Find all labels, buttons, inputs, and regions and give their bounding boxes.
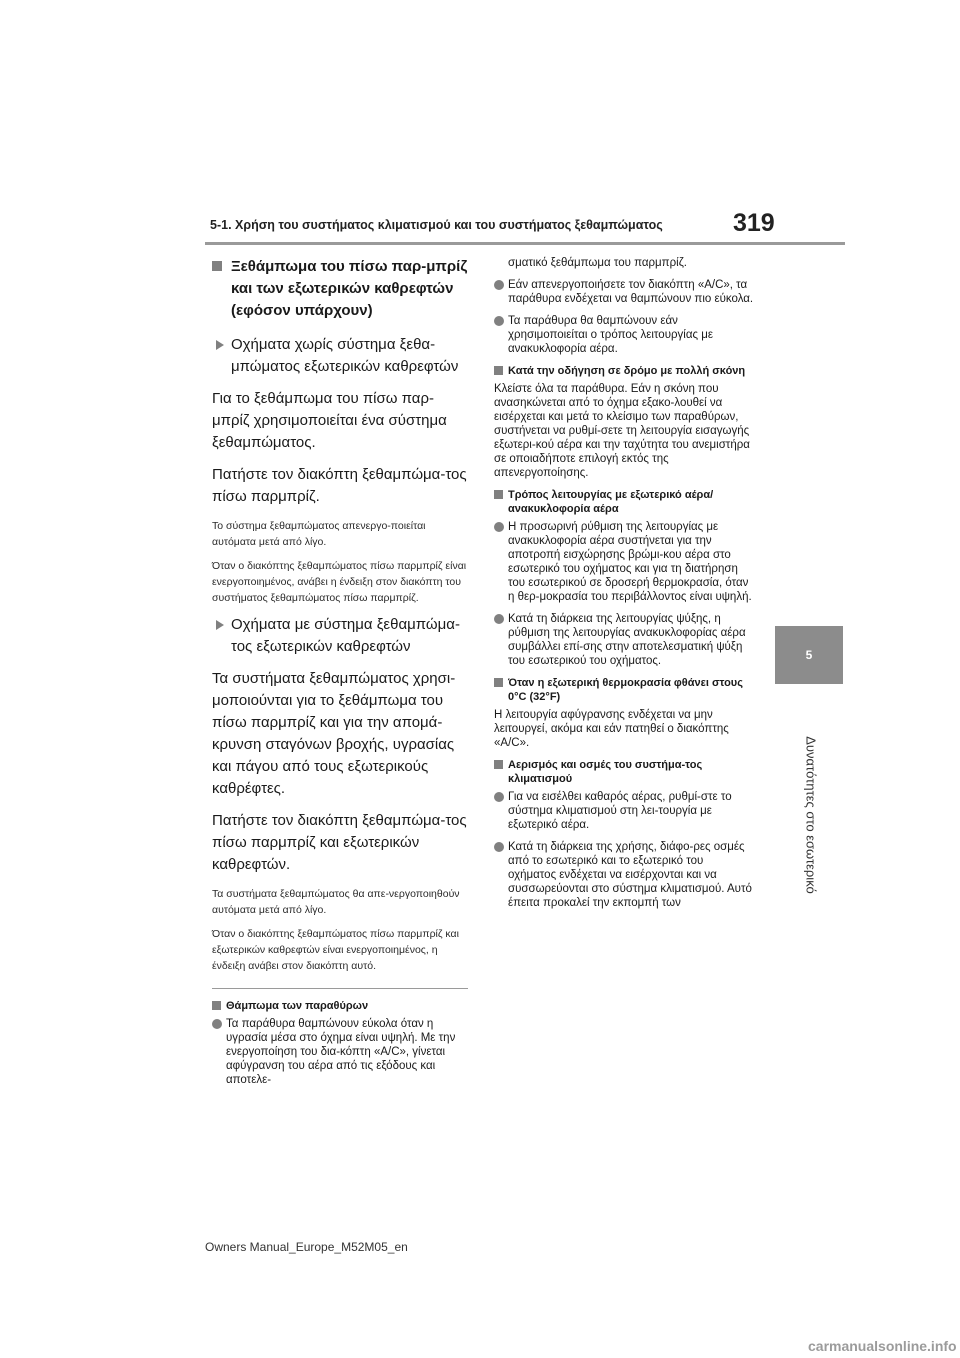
square-bullet-icon (212, 261, 222, 271)
list-item (494, 314, 754, 356)
circle-bullet-icon (212, 1019, 222, 1029)
section-ventilation-odors (494, 758, 754, 786)
list-item (494, 520, 754, 604)
square-bullet-icon (494, 760, 503, 769)
footer-manual-id: Owners Manual_Europe_M52M05_en (205, 1240, 408, 1254)
note-paragraph: Το σύστημα ξεθαμπώματος απενεργο-ποιείται αυτόματα μετά από λίγο. (212, 520, 426, 548)
list-item-text: Κατά τη διάρκεια της λειτουργίας ψύξης, η ρύθμιση της λειτουργίας ανακυκλοφορίας αέρα συμβάλλει επί-σης στην αποτελεσματική ψύξη του εσωτερικού του οχήματος. (508, 613, 746, 667)
continued-text: σματικό ξεθάμπωμα του παρμπρίζ. (508, 257, 687, 269)
watermark: carmanualsonline.info (808, 1338, 957, 1354)
subsection-title: Οχήματα με σύστημα ξεθαμπώμα-τος εξωτερικών καθρεφτών (231, 616, 460, 655)
paragraph: Τα συστήματα ξεθαμπώματος χρησι-μοποιούνται για το ξεθάμπωμα του πίσω παρμπρίζ και για την απομά-κρυνση σταγόνων βροχής, υγρασίας και πάγου από τους εξωτερικούς καθρέφτες. (212, 670, 456, 797)
paragraph: Για το ξεθάμπωμα του πίσω παρ-μπρίζ χρησιμοποιείται ένα σύστημα ξεθαμπώματος. (212, 390, 447, 451)
left-column (212, 256, 468, 1095)
list-item-text: Τα παράθυρα θα θαμπώνουν εάν χρησιμοποιείται ο τρόπος λειτουργίας με ανακυκλοφορία αέρα. (508, 315, 713, 355)
square-bullet-icon (494, 678, 503, 687)
square-bullet-icon (494, 366, 503, 375)
chapter-number-tab: 5 (775, 626, 843, 684)
paragraph: Πατήστε τον διακόπτη ξεθαμπώμα-τος πίσω παρμπρίζ. (212, 466, 467, 505)
section-dusty-road (494, 364, 754, 378)
section-air-mode (494, 488, 754, 516)
section-title: Τρόπος λειτουργίας με εξωτερικό αέρα/ανακυκλοφορία αέρα (508, 489, 714, 515)
section-heading-rear-defogger (212, 256, 468, 322)
circle-bullet-icon (494, 614, 504, 624)
triangle-bullet-icon (216, 620, 224, 630)
list-item-text: Τα παράθυρα θαμπώνουν εύκολα όταν η υγρασία μέσα στο όχημα είναι υψηλή. Με την ενεργοποίηση του δια-κόπτη «A/C», γίνεται αφύγρανση του αέρα από τις εξόδους και αποτελε- (226, 1018, 456, 1086)
circle-bullet-icon (494, 316, 504, 326)
list-item-text: Η προσωρινή ρύθμιση της λειτουργίας με ανακυκλοφορία αέρα συστήνεται για την αποτροπή εισχώρησης βρώμι-κου αέρα στο εσωτερικό του οχήματος και για τη διατήρηση του εσωτερικού σε δροσερή θερμοκρασία, όταν η θερ-μοκρασία του περιβάλλοντος είναι υψηλή. (508, 521, 752, 603)
list-item-text: Εάν απενεργοποιήσετε τον διακόπτη «A/C», τα παράθυρα ενδέχεται να θαμπώνουν πιο εύκολα. (508, 279, 754, 305)
paragraph: Η λειτουργία αφύγρανσης ενδέχεται να μην λειτουργεί, ακόμα και εάν πατηθεί ο διακόπτης «A/C». (494, 709, 729, 749)
triangle-bullet-icon (216, 340, 224, 350)
list-item-text: Για να εισέλθει καθαρός αέρας, ρυθμί-στε το σύστημα κλιματισμού στη λει-τουργία με εξωτερικό αέρα. (508, 791, 732, 831)
section-outside-temperature (494, 676, 754, 704)
header-divider (205, 242, 845, 245)
list-item (212, 1017, 468, 1087)
section-window-fogging (212, 999, 468, 1013)
subsection-title: Οχήματα χωρίς σύστημα ξεθα-μπώματος εξωτερικών καθρεφτών (231, 336, 459, 375)
subsection-with-mirror-defogger (212, 614, 468, 658)
chapter-side-label (761, 690, 861, 940)
section-heading-text: Ξεθάμπωμα του πίσω παρ-μπρίζ και των εξωτερικών καθρεφτών (εφόσον υπάρχουν) (231, 258, 468, 319)
list-item (494, 278, 754, 306)
square-bullet-icon (494, 490, 503, 499)
list-item-text: Κατά τη διάρκεια της χρήσης, διάφο-ρες οσμές από το εσωτερικό και το εξωτερικό του οχήματος ενδέχεται να εισέρχονται και να συσσωρεύονται στο σύστημα κλιματισμού. Αυτό έπειτα προκαλεί την εκπομπή των (508, 841, 752, 909)
note-paragraph: Όταν ο διακόπτης ξεθαμπώματος πίσω παρμπρίζ είναι ενεργοποιημένος, ανάβει η ένδειξη στον διακόπτη του συστήματος ξεθαμπώματος πίσω παρμπρίζ. (212, 560, 467, 604)
circle-bullet-icon (494, 280, 504, 290)
section-title: Θάμπωμα των παραθύρων (226, 1000, 369, 1012)
circle-bullet-icon (494, 792, 504, 802)
section-title: Κατά την οδήγηση σε δρόμο με πολλή σκόνη (508, 365, 746, 377)
note-paragraph: Όταν ο διακόπτης ξεθαμπώματος πίσω παρμπρίζ και εξωτερικών καθρεφτών είναι ενεργοποιημένος, η ένδειξη ανάβει στον διακόπτη αυτό. (212, 928, 459, 972)
chapter-title: Δυνατότητες στο εσωτερικό (803, 736, 819, 894)
right-column (494, 256, 754, 918)
circle-bullet-icon (494, 522, 504, 532)
section-title: Όταν η εξωτερική θερμοκρασία φθάνει στους 0°C (32°F) (508, 677, 743, 703)
note-paragraph: Τα συστήματα ξεθαμπώματος θα απε-νεργοποιηθούν αυτόματα μετά από λίγο. (212, 888, 460, 916)
circle-bullet-icon (494, 842, 504, 852)
section-title: Αερισμός και οσμές του συστήμα-τος κλιματισμού (508, 759, 703, 785)
column-divider (212, 988, 468, 989)
list-item (494, 840, 754, 910)
subsection-without-mirror-defogger (212, 334, 468, 378)
page-number: 319 (733, 209, 775, 237)
section-header-title: 5-1. Χρήση του συστήματος κλιματισμού και του συστήματος ξεθαμπώματος (210, 218, 663, 232)
list-item (494, 790, 754, 832)
paragraph: Πατήστε τον διακόπτη ξεθαμπώμα-τος πίσω παρμπρίζ και εξωτερικών καθρεφτών. (212, 812, 467, 873)
square-bullet-icon (212, 1001, 221, 1010)
list-item (494, 612, 754, 668)
paragraph: Κλείστε όλα τα παράθυρα. Εάν η σκόνη που ανασηκώνεται από το όχημα εξακο-λουθεί να εισέρχεται και μετά το κλείσιμο των παραθύρων, συστήνεται να ρυθμί-σετε τη λειτουργία εισαγωγής εξωτερι-κού αέρα και την ταχύτητα του ανεμιστήρα σε οποιαδήποτε επιλογή εκτός της απενεργοποίησης. (494, 383, 750, 479)
